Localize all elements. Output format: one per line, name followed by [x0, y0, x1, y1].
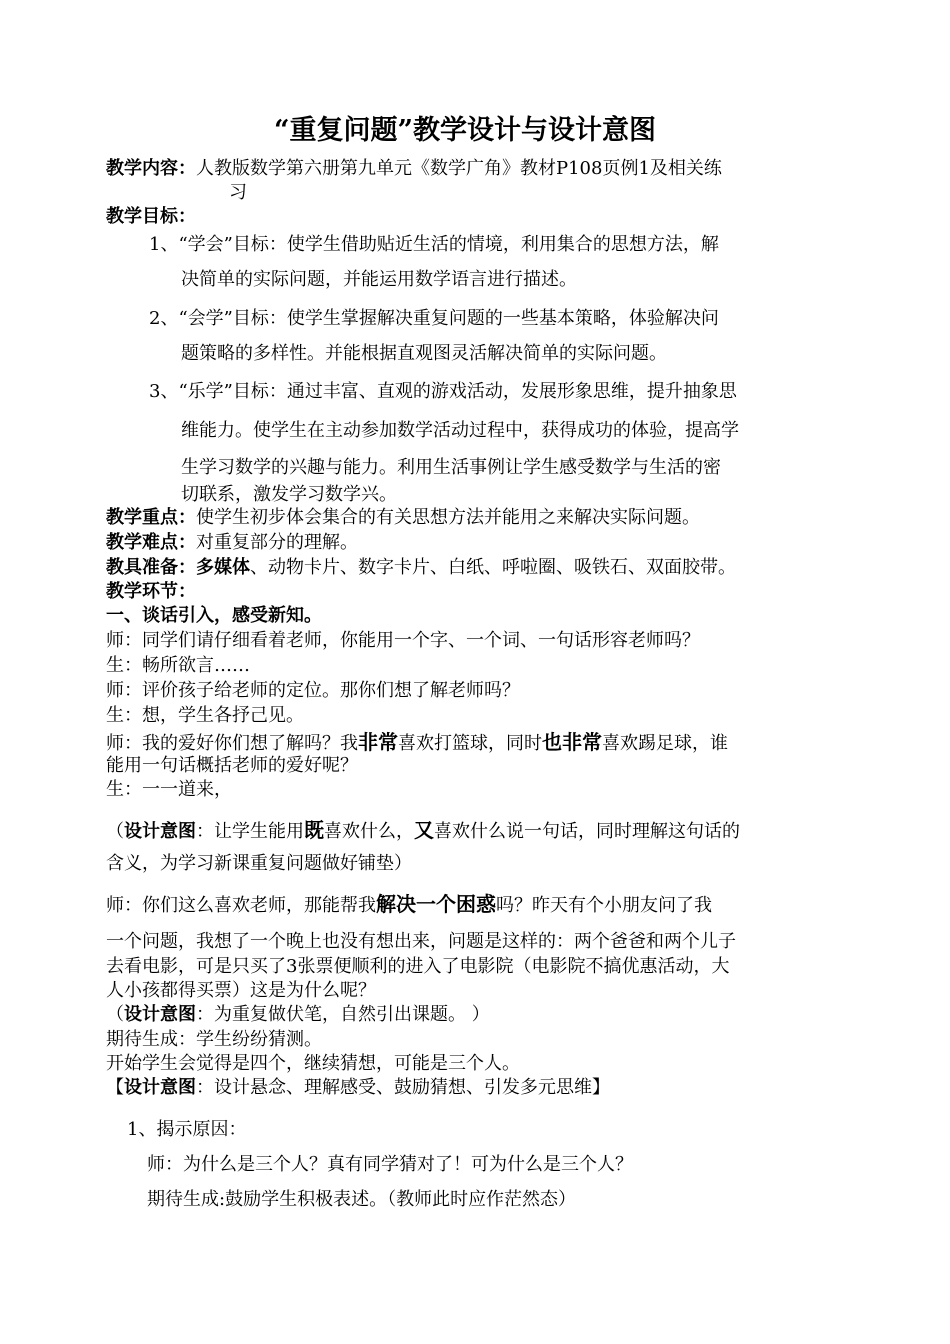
teacher-question-line-1 [106, 892, 712, 918]
text-run: ：为重复做伏笔，自然引出课题。 ） [196, 1004, 490, 1025]
text-run: 师：我的爱好你们想了解吗？我 [106, 733, 358, 754]
reveal-expected-outcome: 期待生成:鼓励学生积极表述。（教师此时应作茫然态） [147, 1189, 577, 1210]
text-run: 【 [106, 1077, 124, 1098]
dialogue-line-7: 生：一一道来， [106, 779, 232, 800]
goal-1-line-2: 决简单的实际问题，并能运用数学语言进行描述。 [181, 269, 577, 290]
goal-1-line-1: 1、“学会”目标：使学生借助贴近生活的情境，利用集合的思想方法，解 [149, 234, 719, 255]
design-intent-2 [106, 1003, 490, 1027]
content-line-2: 习 [229, 182, 247, 203]
text-run: 吗？昨天有个小朋友问了我 [496, 895, 712, 916]
difficulty-label: 教学难点： [106, 532, 196, 553]
text-run: 师：你们这么喜欢老师，那能帮我 [106, 895, 376, 916]
reveal-question: 师：为什么是三个人？真有同学猜对了！可为什么是三个人？ [147, 1154, 633, 1175]
design-intent-1-line-1 [106, 818, 740, 844]
text-run: 喜欢什么， [324, 821, 414, 842]
goal-3-line-4: 切联系，激发学习数学兴。 [181, 484, 397, 505]
key-point-text: 使学生初步体会集合的有关思想方法并能用之来解决实际问题。 [196, 507, 700, 528]
content-label: 教学内容： [106, 158, 196, 179]
text-run: ：设计悬念、理解感受、鼓励猜想、引发多元思维】 [196, 1077, 610, 1098]
emphasis-text: 也非常 [542, 730, 602, 754]
intent-label: 设计意图 [124, 821, 196, 842]
text-run: 喜欢打篮球，同时 [398, 733, 542, 754]
dialogue-line-1: 师：同学们请仔细看着老师，你能用一个字、一个词、一句话形容老师吗？ [106, 630, 700, 651]
goal-3-line-1: 3、“乐学”目标：通过丰富、直观的游戏活动，发展形象思维，提升抽象思 [149, 381, 737, 402]
goals-label: 教学目标： [106, 206, 196, 227]
design-intent-3 [106, 1076, 610, 1100]
dialogue-line-6: 能用一句话概括老师的爱好呢？ [106, 755, 358, 776]
goal-3-line-3: 生学习数学的兴趣与能力。利用生活事例让学生感受数学与生活的密 [181, 457, 721, 478]
tools-bold-text: 多媒体 [196, 557, 250, 578]
steps-label: 教学环节： [106, 581, 196, 602]
goal-3-line-2: 维能力。使学生在主动参加数学活动过程中，获得成功的体验，提高学 [181, 420, 739, 441]
text-run: （ [106, 821, 124, 842]
tools-text: 、动物卡片、数字卡片、白纸、呼啦圈、吸铁石、双面胶带。 [250, 557, 736, 578]
expected-outcome-1: 期待生成：学生纷纷猜测。 [106, 1029, 322, 1050]
tools-label: 教具准备： [106, 557, 196, 578]
difficulty-text: 对重复部分的理解。 [196, 532, 358, 553]
content-line [106, 157, 722, 181]
difficulty-line [106, 531, 358, 555]
dialogue-line-2: 生：畅所欲言…… [106, 655, 250, 676]
intent-label: 设计意图 [124, 1004, 196, 1025]
text-run: 喜欢什么说一句话，同时理解这句话的 [434, 821, 740, 842]
document-title: “重复问题”教学设计与设计意图 [274, 115, 657, 146]
dialogue-line-3: 师：评价孩子给老师的定位。那你们想了解老师吗？ [106, 680, 520, 701]
reveal-heading: 1、揭示原因： [127, 1119, 247, 1140]
emphasis-text: 解决一个困惑 [376, 892, 496, 916]
text-run: 喜欢踢足球，谁 [602, 733, 728, 754]
content-text: 人教版数学第六册第九单元《数学广角》教材P108页例1及相关练 [196, 158, 722, 179]
text-run: （ [106, 1004, 124, 1025]
tools-line [106, 556, 736, 580]
emphasis-text: 既 [304, 818, 324, 842]
text-run: ：让学生能用 [196, 821, 304, 842]
guess-line: 开始学生会觉得是四个，继续猜想，可能是三个人。 [106, 1053, 520, 1074]
goal-2-line-2: 题策略的多样性。并能根据直观图灵活解决简单的实际问题。 [181, 343, 667, 364]
design-intent-1-line-2: 含义，为学习新课重复问题做好铺垫） [106, 853, 412, 874]
teacher-question-line-2: 一个问题，我想了一个晚上也没有想出来，问题是这样的：两个爸爸和两个儿子 [106, 931, 736, 952]
teacher-question-line-4: 人小孩都得买票）这是为什么呢？ [106, 980, 376, 1001]
emphasis-text: 又 [414, 818, 434, 842]
emphasis-text: 非常 [358, 730, 398, 754]
section-1-heading: 一、谈话引入，感受新知。 [106, 605, 322, 626]
goal-2-line-1: 2、“会学”目标：使学生掌握解决重复问题的一些基本策略，体验解决问 [149, 308, 719, 329]
key-point-label: 教学重点： [106, 507, 196, 528]
key-point-line [106, 506, 700, 530]
intent-label: 设计意图 [124, 1077, 196, 1098]
teacher-question-line-3: 去看电影，可是只买了3张票便顺利的进入了电影院（电影院不搞优惠活动，大 [106, 956, 730, 977]
dialogue-line-4: 生：想，学生各抒己见。 [106, 705, 304, 726]
dialogue-line-5 [106, 730, 728, 756]
